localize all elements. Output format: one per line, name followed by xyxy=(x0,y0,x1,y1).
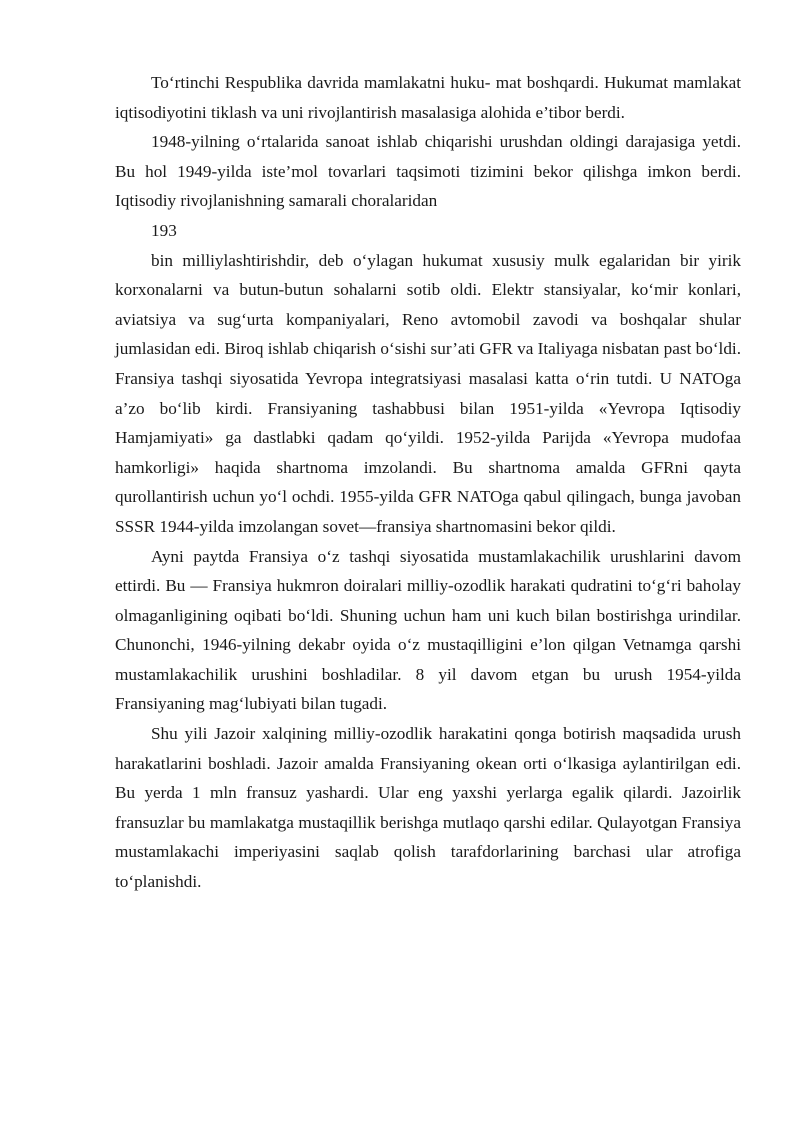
paragraph-5: Shu yili Jazoir xalqining milliy-ozodlik harakatini qonga botirish maqsadida urush harakatlarini boshladi. Jazoir amalda Fransiyaning okean orti o‘lkasiga aylantirilgan edi. Bu yerda 1 mln fransuz yashardi. Ular eng yaxshi yerlarga egalik qilardi. Jazoirlik fransuzlar bu mamlakatga mustaqillik berishga mutlaqo qarshi edilar. Qulayotgan Fransiya mustamlakachi imperiyasini saqlab qolish tarafdorlarining barchasi ular atrofiga to‘planishdi. xyxy=(115,724,741,892)
paragraph-2: 1948-yilning o‘rtalarida sanoat ishlab chiqarishi urushdan oldingi darajasiga yetdi. Bu hol 1949-yilda iste’mol tovarlari taqsimoti tizimini bekor qilishga imkon berdi. Iqtisodiy rivojlanishning samarali choralaridan xyxy=(115,132,741,211)
paragraph-1: To‘rtinchi Respublika davrida mamlakatni huku- mat boshqardi. Hukumat mamlakat iqtisodiyotini tiklash va uni rivojlantirish masalasiga alohida e’tibor berdi. xyxy=(115,73,741,122)
text-body xyxy=(115,68,741,897)
paragraph-4: Ayni paytda Fransiya o‘z tashqi siyosatida mustamlakachilik urushlarini davom ettirdi. Bu — Fransiya hukmron doiralari milliy-ozodlik harakati qudratini to‘g‘ri baholay olmaganligining oqibati bo‘ldi. Shuning uchun ham uni kuch bilan bostirishga urindilar. Chunonchi, 1946-yilning dekabr oyida o‘z mustaqilligini e’lon qilgan Vetnamga qarshi mustamlakachilik urushini boshladilar. 8 yil davom etgan bu urush 1954-yilda Fransiyaning mag‘lubiyati bilan tugadi. xyxy=(115,546,741,714)
page-number: 193 xyxy=(151,220,177,240)
paragraph-3: bin milliylashtirishdir, deb o‘ylagan hukumat xususiy mulk egalaridan bir yirik korxonalarni va butun-butun sohalarni sotib oldi. Elektr stansiyalar, ko‘mir konlari, aviatsiya va sug‘urta kompaniyalari, Reno avtomobil zavodi va boshqalar shular jumlasidan edi. Biroq ishlab chiqarish o‘sishi sur’ati GFR va Italiyaga nisbatan past bo‘ldi. Fransiya tashqi siyosatida Yevropa integratsiyasi masalasi katta o‘rin tutdi. U NATOga a’zo bo‘lib kirdi. Fransiyaning tashabbusi bilan 1951-yilda «Yevropa Iqtisodiy Hamjamiyati» ga dastlabki qadam qo‘yildi. 1952-yilda Parijda «Yevropa mudofaa hamkorligi» haqida shartnoma imzolandi. Bu shartnoma amalda GFRni qayta qurollantirish uchun yo‘l ochdi. 1955-yilda GFR NATOga qabul qilingach, bunga javoban SSSR 1944-yilda imzolangan sovet—fransiya shartnomasini bekor qildi. xyxy=(115,250,741,536)
